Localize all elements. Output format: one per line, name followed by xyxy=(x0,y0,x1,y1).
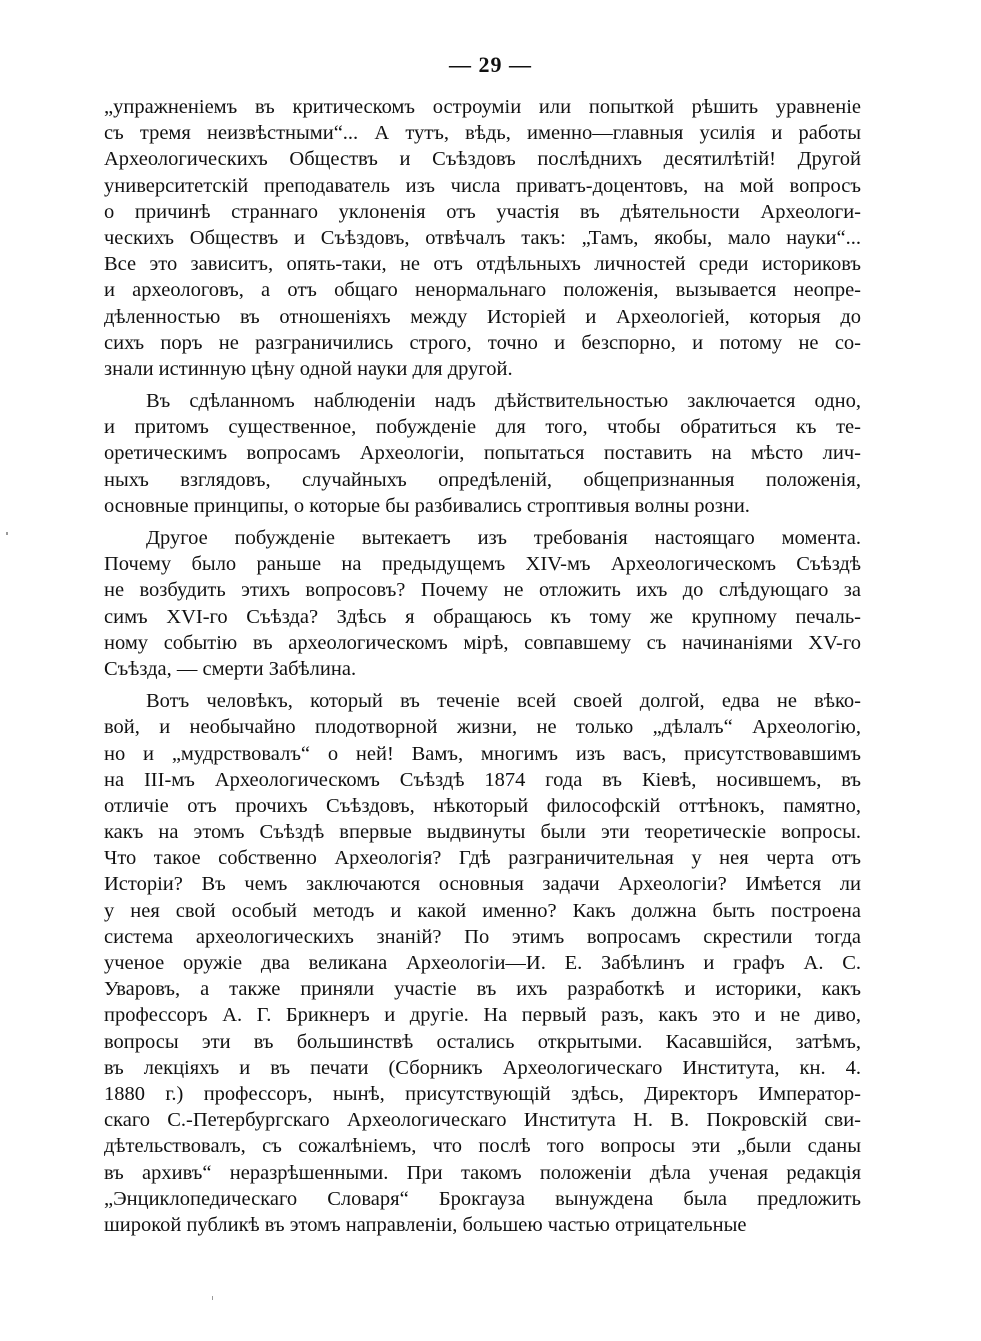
page-number: — 29 — xyxy=(449,52,532,77)
text-line: ческихъ Обществъ и Съѣздовъ, отвѣчалъ такъ: „Тамъ, якобы, мало науки“... xyxy=(104,226,861,249)
text-line: Вотъ человѣкъ, который въ теченіе всей своей долгой, едва не вѣко- xyxy=(146,690,861,713)
text-line: Исторіи? Въ чемъ заключаются основныя задачи Археологіи? Имѣется ли xyxy=(104,873,861,896)
text-line: Въ сдѣланномъ наблюденіи надъ дѣйствительностью заключается одно, xyxy=(146,390,861,413)
text-line: оретическимъ вопросамъ Археологіи, попытаться поставить на мѣсто лич- xyxy=(104,442,861,465)
text-line: „Энциклопедическаго Словаря“ Брокгауза вынуждена была предложить xyxy=(104,1187,861,1210)
text-line: профессоръ А. Г. Брикнеръ и другіе. На первый разъ, какъ это и не диво, xyxy=(104,1004,861,1027)
text-line: скаго С.-Петербургскаго Археологическаго Института Н. В. Покровскій сви- xyxy=(104,1109,861,1132)
text-line: Съѣзда, — смерти Забѣлина. xyxy=(104,657,357,680)
text-line: о причинѣ страннаго уклоненія отъ участія въ дѣятельности Археологи- xyxy=(104,200,861,223)
text-line: 1880 г.) профессоръ, нынѣ, присутствующій здѣсь, Директоръ Император- xyxy=(104,1082,861,1105)
text-line: симъ XVI-го Съѣзда? Здѣсь я обращаюсь къ тому же крупному печаль- xyxy=(104,605,861,628)
text-line: знали истинную цѣну одной науки для другой. xyxy=(104,357,513,380)
text-line: Что такое собственно Археологія? Гдѣ разграничительная у нея черта отъ xyxy=(104,847,861,870)
text-line: сихъ поръ не разграничились строго, точно и безспорно, и потому не со- xyxy=(104,331,861,354)
text-line: ныхъ взглядовъ, случайныхъ опредѣленій, общепризнанныя положенія, xyxy=(104,468,861,491)
paragraph xyxy=(104,94,861,382)
text-line: отличіе отъ прочихъ Съѣздовъ, нѣкоторый философскій оттѣнокъ, памятно, xyxy=(104,794,861,817)
paragraph xyxy=(104,525,861,682)
text-line: не возбудить этихъ вопросовъ? Почему не отложить ихъ до слѣдующаго за xyxy=(104,579,861,602)
text-line: какъ на этомъ Съѣздѣ впервые выдвинуты были эти теоретическіе вопросы. xyxy=(104,821,861,844)
text-line: широкой публикѣ въ этомъ направленіи, большею частью отрицательные xyxy=(104,1213,747,1236)
text-line: у нея свой особый методъ и какой именно? Какъ должна быть построена xyxy=(104,899,861,922)
scan-speck xyxy=(6,532,8,535)
text-line: ному событію въ археологическомъ мірѣ, совпавшему съ начинаніями XV-го xyxy=(104,631,861,654)
text-line: Почему было раньше на предыдущемъ XIV-мъ Археологическомъ Съѣздѣ xyxy=(104,553,861,576)
text-line: въ лекціяхъ и въ печати (Сборникъ Археологическаго Института, кн. 4. xyxy=(104,1056,861,1079)
text-line: Археологическихъ Обществъ и Съѣздовъ послѣднихъ десятилѣтій! Другой xyxy=(104,148,861,171)
text-line: вой, и необычайно плодотворной жизни, не только „дѣлалъ“ Археологію, xyxy=(104,716,861,739)
paragraph xyxy=(104,388,861,519)
text-line: но и „мудрствовалъ“ о ней! Вамъ, многимъ изъ васъ, присутствовавшимъ xyxy=(104,742,861,765)
text-line: на III-мъ Археологическомъ Съѣздѣ 1874 года въ Кіевѣ, носившемъ, въ xyxy=(104,768,861,791)
text-line: и притомъ существенное, побужденіе для того, чтобы обратиться къ те- xyxy=(104,416,861,439)
paragraph xyxy=(104,688,861,1238)
text-line: въ архивъ“ неразрѣшенными. При такомъ положеніи дѣла ученая редакція xyxy=(104,1161,861,1184)
text-line: основные принципы, о которые бы разбивались строптивыя волны розни. xyxy=(104,494,750,517)
text-line: Другое побужденіе вытекаетъ изъ требованія настоящаго момента. xyxy=(146,527,861,549)
text-line: вопросы эти въ большинствѣ остались открытыми. Касавшійся, затѣмъ, xyxy=(104,1030,861,1053)
text-line: Все это зависитъ, опять-таки, не отъ отдѣльныхъ личностей среди историковъ xyxy=(104,253,861,276)
text-line: дѣленностью въ отношеніяхъ между Исторіей и Археологіей, которыя до xyxy=(104,305,861,328)
text-line: съ тремя неизвѣстными“... А тутъ, вѣдь, именно—главныя усилія и работы xyxy=(104,122,861,145)
text-line: университетскій преподаватель изъ числа приватъ-доцентовъ, на мой вопросъ xyxy=(104,174,861,197)
text-line: ученое оружіе два великана Археологіи—И. Е. Забѣлинъ и графъ А. С. xyxy=(104,952,861,974)
text-line: Уваровъ, а также приняли участіе въ ихъ разработкѣ и историки, какъ xyxy=(104,978,861,1001)
text-line: дѣтельствовалъ, съ сожалѣніемъ, что послѣ того вопросы эти „были сданы xyxy=(104,1135,861,1158)
scan-speck xyxy=(212,1296,213,1300)
body-text xyxy=(104,94,861,1238)
text-line: и археологовъ, а отъ общаго ненормальнаго положенія, вызывается неопре- xyxy=(104,279,861,302)
text-line: „упражненіемъ въ критическомъ остроуміи или попыткой рѣшить уравненіе xyxy=(104,96,861,118)
text-line: система археологическихъ знаній? По этимъ вопросамъ скрестили тогда xyxy=(104,925,861,948)
